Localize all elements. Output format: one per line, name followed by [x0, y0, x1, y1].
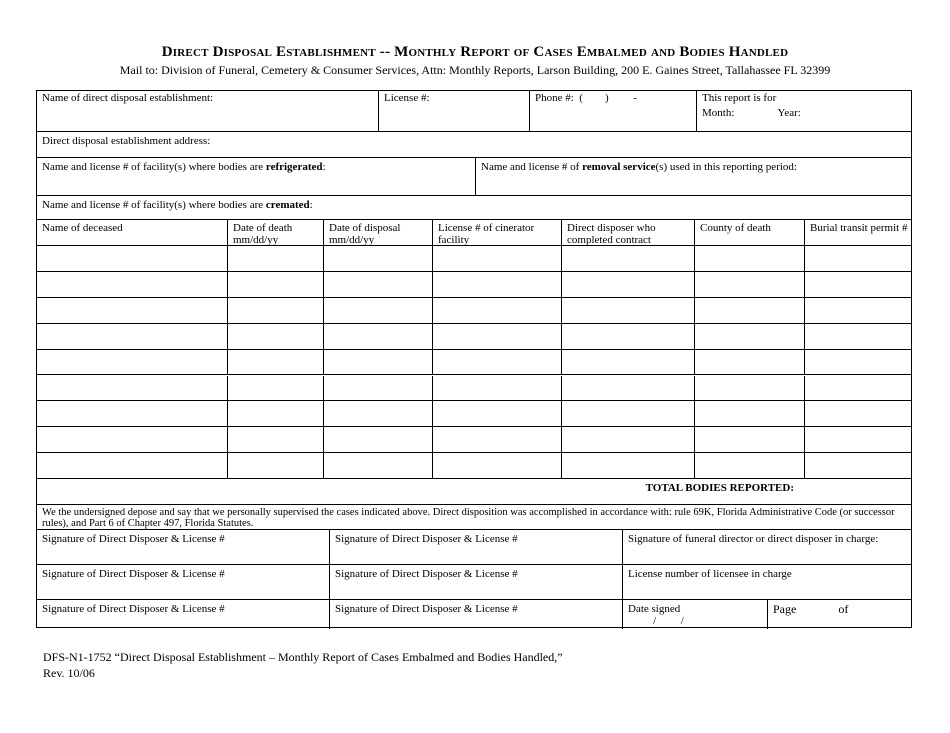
establishment-name-field[interactable]	[37, 91, 378, 131]
table-row	[37, 453, 911, 479]
table-cell[interactable]	[694, 453, 804, 478]
table-cell[interactable]	[561, 453, 694, 478]
year-label: Year:	[777, 107, 801, 119]
table-cell[interactable]	[804, 453, 913, 478]
refrigerated-label: Name and license # of facility(s) where bodies are refrigerated:	[42, 161, 326, 173]
license-field[interactable]	[378, 91, 529, 131]
license-label: License #:	[384, 92, 430, 104]
refrigerated-facility-field[interactable]	[37, 158, 475, 195]
table-row	[37, 401, 911, 427]
table-cell[interactable]	[227, 246, 323, 271]
disposer-signature-1[interactable]	[37, 530, 329, 564]
of-label: of	[838, 602, 849, 616]
licensee-license-label: License number of licensee in charge	[628, 568, 792, 580]
disposer-signature-2[interactable]	[329, 530, 622, 564]
funeral-director-signature[interactable]	[622, 530, 913, 564]
column-header: License # of cinerator facility	[432, 220, 561, 245]
table-cell[interactable]	[561, 350, 694, 375]
page-label: Page	[773, 602, 797, 616]
table-cell[interactable]	[432, 350, 561, 375]
disposer-signature-5[interactable]	[37, 600, 329, 629]
cremated-facility-field[interactable]	[37, 196, 913, 219]
column-header: Burial transit permit #	[804, 220, 913, 245]
table-cell[interactable]	[694, 427, 804, 452]
table-cell[interactable]	[37, 324, 227, 349]
address-label: Direct disposal establishment address:	[42, 135, 211, 147]
report-for-label: This report is for	[702, 92, 777, 104]
table-cell[interactable]	[694, 272, 804, 297]
column-header: Direct disposer who completed contract	[561, 220, 694, 245]
address-field[interactable]	[37, 132, 913, 157]
table-cell[interactable]	[432, 427, 561, 452]
table-cell[interactable]	[432, 401, 561, 426]
table-cell[interactable]	[323, 350, 432, 375]
table-row	[37, 427, 911, 453]
table-row	[37, 350, 911, 376]
table-cell[interactable]	[561, 401, 694, 426]
total-row	[37, 479, 911, 505]
disposer-signature-label: Signature of Direct Disposer & License #	[335, 603, 518, 615]
table-cell[interactable]	[323, 427, 432, 452]
declaration-text: We the undersigned depose and say that we personally supervised the cases indicated above. Direct disposition was accomplished in accordance with: rule 69K, Florida Administrative Code (or successor rules), and Part 6 of Chapter 497, Florida Statutes.	[42, 507, 895, 529]
table-cell[interactable]	[37, 246, 227, 271]
table-cell[interactable]	[323, 376, 432, 401]
table-cell[interactable]	[561, 298, 694, 323]
mail-to-address: Mail to: Division of Funeral, Cemetery & Consumer Services, Attn: Monthly Reports, Larson Building, 200 E. Gaines Street, Tallahassee FL 32399	[119, 63, 831, 77]
table-cell[interactable]	[227, 427, 323, 452]
table-cell[interactable]	[227, 401, 323, 426]
table-row	[37, 272, 911, 298]
table-cell[interactable]	[694, 246, 804, 271]
table-cell[interactable]	[561, 324, 694, 349]
cremated-row	[37, 196, 911, 220]
table-header-row	[37, 220, 911, 246]
form-revision: Rev. 10/06	[43, 666, 95, 680]
table-cell[interactable]	[227, 376, 323, 401]
table-cell[interactable]	[227, 324, 323, 349]
table-cell[interactable]	[694, 401, 804, 426]
table-cell[interactable]	[432, 453, 561, 478]
table-cell[interactable]	[37, 272, 227, 297]
signature-row-3	[37, 600, 911, 629]
column-header: County of death	[694, 220, 804, 245]
report-period-field[interactable]	[696, 91, 913, 131]
table-cell[interactable]	[37, 453, 227, 478]
signature-row-1	[37, 530, 911, 565]
table-cell[interactable]	[37, 376, 227, 401]
table-cell[interactable]	[37, 427, 227, 452]
table-cell[interactable]	[323, 324, 432, 349]
table-row	[37, 376, 911, 402]
table-cell[interactable]	[432, 272, 561, 297]
disposer-signature-label: Signature of Direct Disposer & License #	[335, 533, 518, 545]
total-bodies-label: TOTAL BODIES REPORTED:	[645, 482, 794, 494]
date-signed-label: Date signed	[628, 603, 681, 615]
table-cell[interactable]	[227, 272, 323, 297]
disposer-signature-label: Signature of Direct Disposer & License #	[42, 568, 225, 580]
table-cell[interactable]	[432, 298, 561, 323]
form-title: Direct Disposal Establishment -- Monthly Report of Cases Embalmed and Bodies Handled	[161, 44, 789, 60]
table-cell[interactable]	[561, 272, 694, 297]
table-cell[interactable]	[37, 401, 227, 426]
table-cell[interactable]	[804, 350, 913, 375]
table-cell[interactable]	[804, 272, 913, 297]
table-cell[interactable]	[694, 376, 804, 401]
establishment-name-label: Name of direct disposal establishment:	[42, 92, 214, 104]
date-signed-field[interactable]	[622, 600, 767, 629]
table-cell[interactable]	[227, 298, 323, 323]
phone-field[interactable]	[529, 91, 696, 131]
table-cell[interactable]	[804, 401, 913, 426]
table-cell[interactable]	[561, 246, 694, 271]
table-cell[interactable]	[804, 427, 913, 452]
report-form	[36, 90, 912, 628]
disposer-signature-label: Signature of Direct Disposer & License #	[42, 603, 225, 615]
table-cell[interactable]	[37, 350, 227, 375]
address-row	[37, 132, 911, 158]
signature-row-2	[37, 565, 911, 600]
disposer-signature-3[interactable]	[37, 565, 329, 599]
table-cell[interactable]	[323, 298, 432, 323]
table-cell[interactable]	[227, 453, 323, 478]
table-row	[37, 298, 911, 324]
disposer-signature-label: Signature of Direct Disposer & License #	[42, 533, 225, 545]
disposer-signature-4[interactable]	[329, 565, 622, 599]
table-cell[interactable]	[432, 246, 561, 271]
licensee-license-field[interactable]	[622, 565, 913, 599]
table-cell[interactable]	[694, 350, 804, 375]
table-row	[37, 246, 911, 272]
declaration-row	[37, 505, 911, 530]
removal-service-label: Name and license # of removal service(s) used in this reporting period:	[481, 161, 797, 173]
disposer-signature-6[interactable]	[329, 600, 622, 629]
table-cell[interactable]	[694, 324, 804, 349]
table-cell[interactable]	[37, 298, 227, 323]
table-cell[interactable]	[561, 376, 694, 401]
establishment-info-row	[37, 91, 911, 132]
cremated-label: Name and license # of facility(s) where bodies are cremated:	[42, 199, 313, 211]
table-cell[interactable]	[323, 246, 432, 271]
table-cell[interactable]	[694, 298, 804, 323]
funeral-director-signature-label: Signature of funeral director or direct disposer in charge:	[628, 533, 879, 545]
table-cell[interactable]	[432, 376, 561, 401]
form-identifier: DFS-N1-1752 “Direct Disposal Establishment – Monthly Report of Cases Embalmed and Bodies Handled,”	[43, 650, 563, 664]
table-cell[interactable]	[432, 324, 561, 349]
table-cell[interactable]	[804, 324, 913, 349]
facility-row	[37, 158, 911, 196]
column-header: Name of deceased	[42, 222, 123, 234]
removal-service-field[interactable]	[475, 158, 913, 195]
table-cell[interactable]	[804, 246, 913, 271]
table-row	[37, 324, 911, 350]
table-cell[interactable]	[323, 453, 432, 478]
date-slashes: / /	[653, 615, 684, 627]
phone-label: Phone #: ( ) -	[535, 92, 638, 104]
disposer-signature-label: Signature of Direct Disposer & License #	[335, 568, 518, 580]
month-label: Month:	[702, 107, 735, 119]
table-cell[interactable]	[804, 376, 913, 401]
table-cell[interactable]	[323, 401, 432, 426]
table-cell[interactable]	[561, 427, 694, 452]
page-number-field[interactable]	[767, 600, 913, 629]
column-header: Date of disposal mm/dd/yy	[323, 220, 432, 245]
table-cell[interactable]	[804, 298, 913, 323]
table-cell[interactable]	[323, 272, 432, 297]
column-header: Date of death mm/dd/yy	[227, 220, 323, 245]
table-cell[interactable]	[227, 350, 323, 375]
